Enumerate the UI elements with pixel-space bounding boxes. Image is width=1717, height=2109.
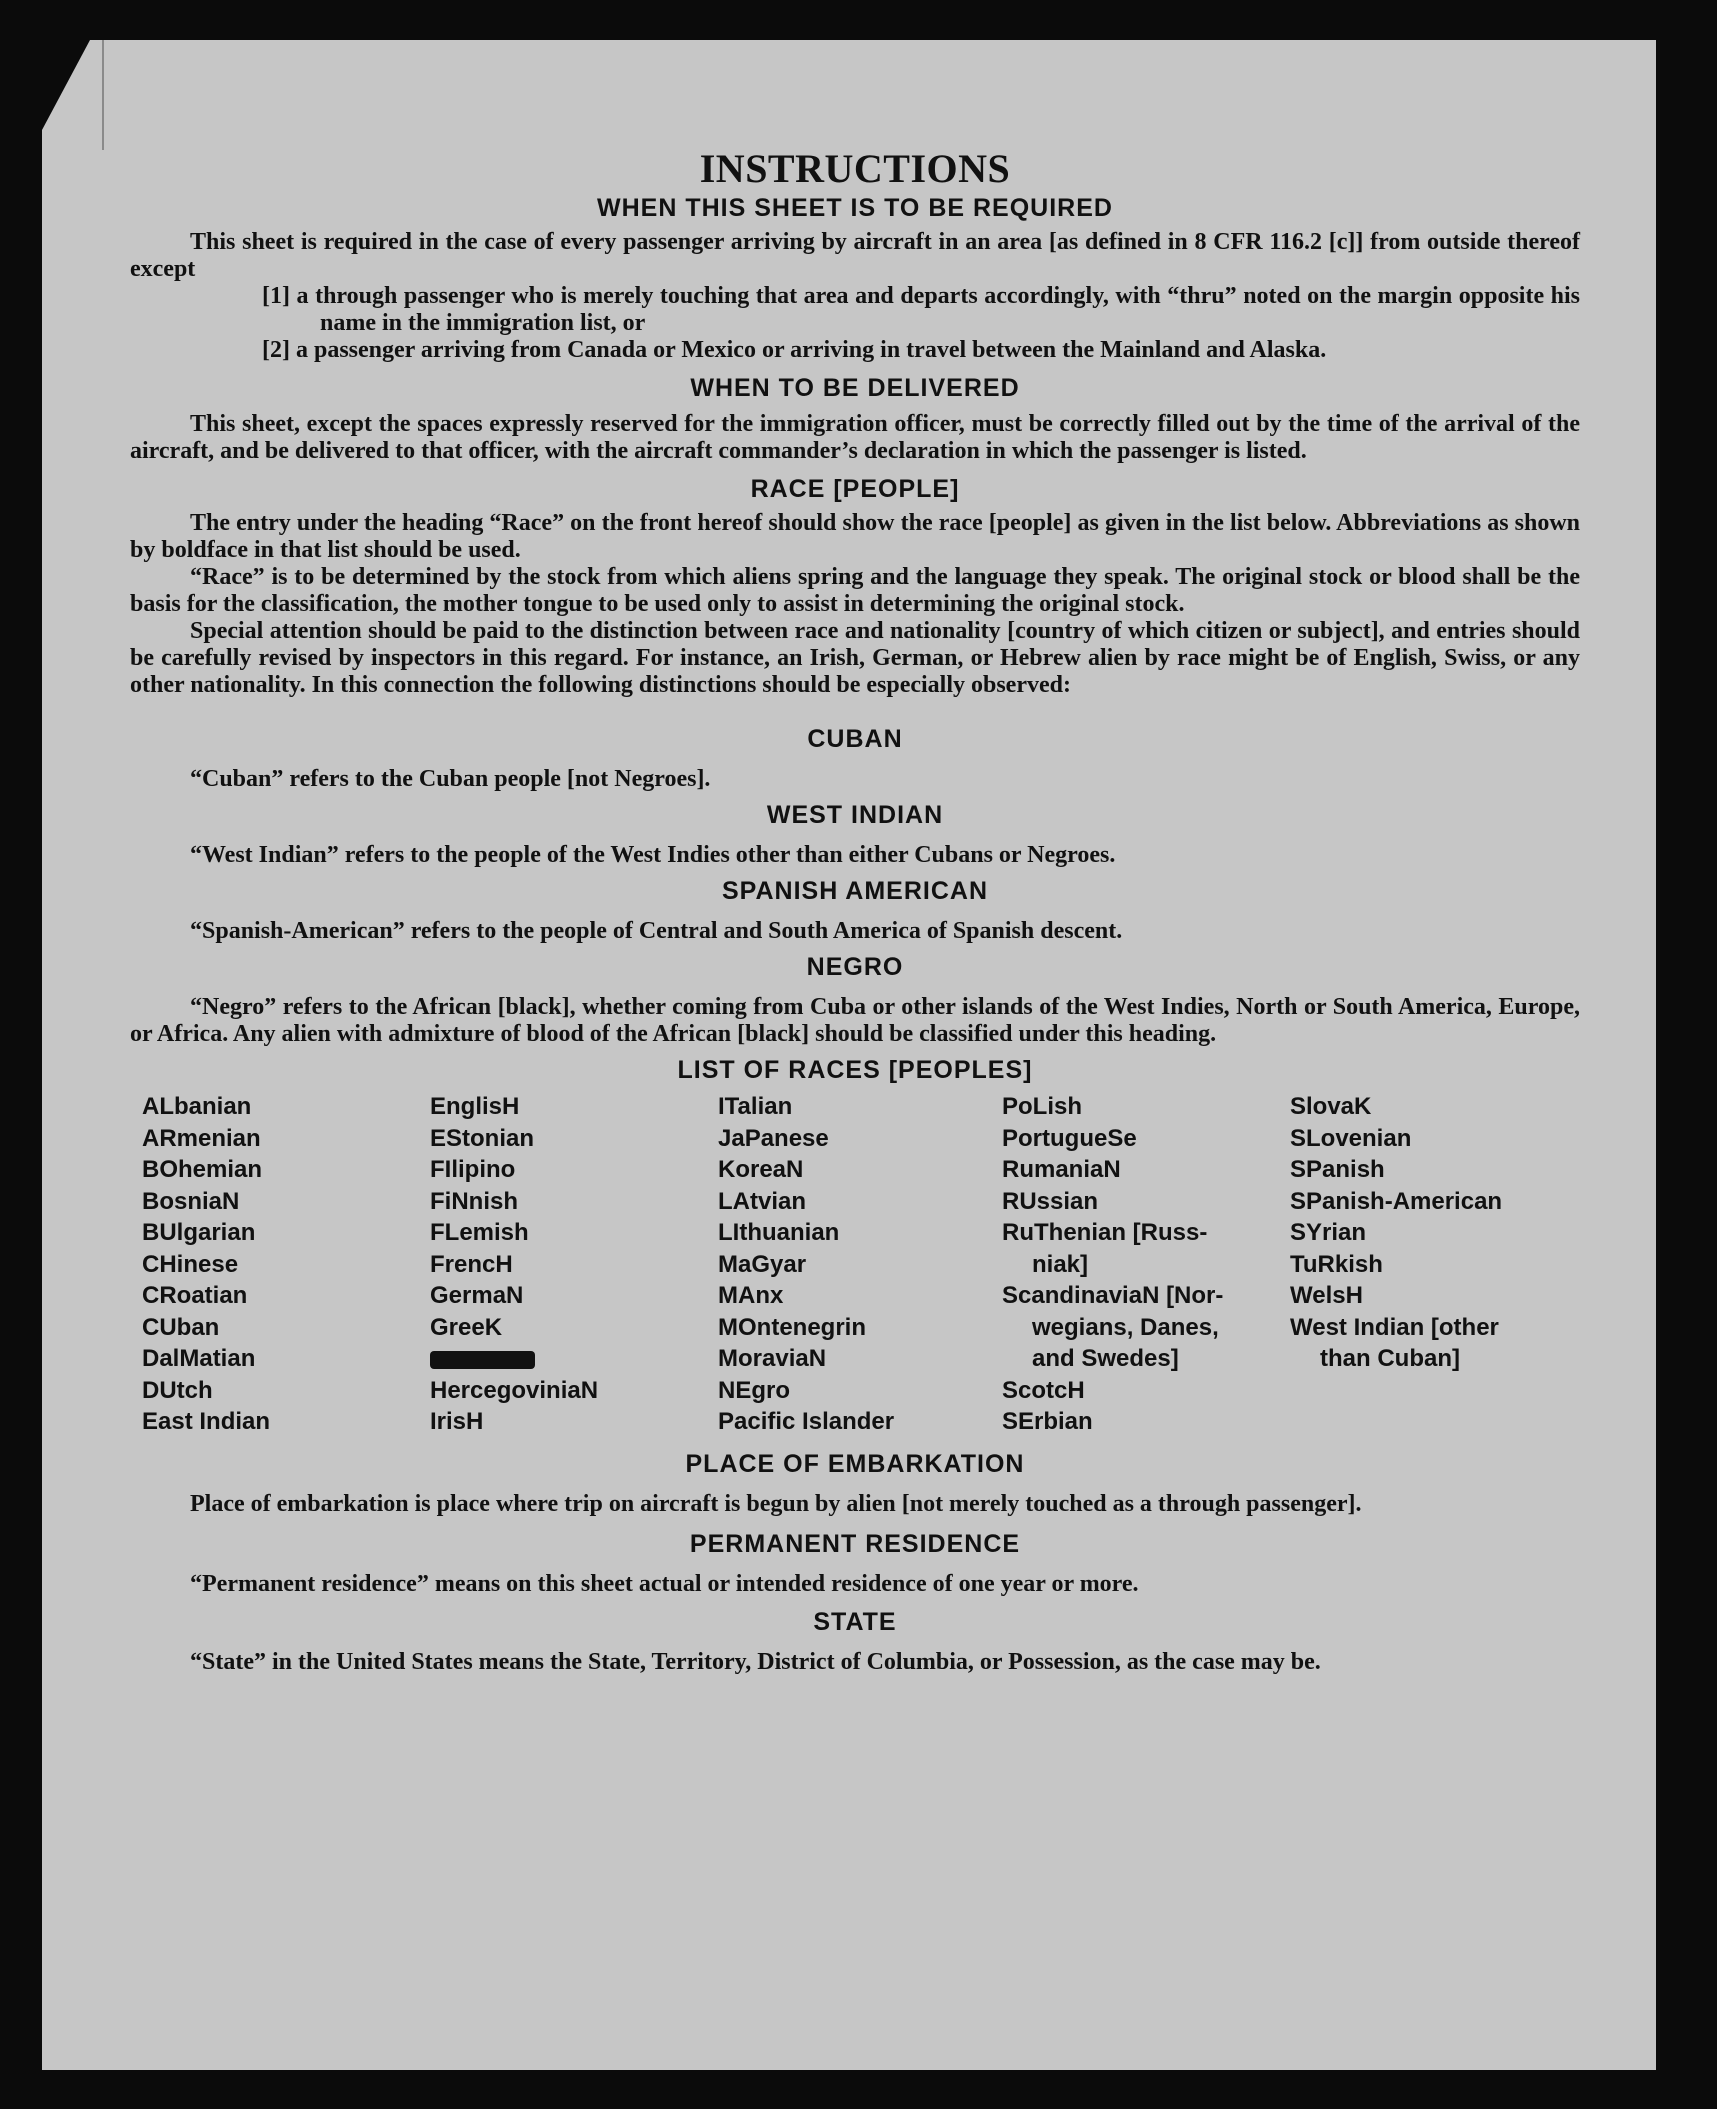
race-item: SYrian	[1290, 1219, 1367, 1246]
race-item: BUlgarian	[142, 1219, 256, 1246]
section-heading-race: RACE [PEOPLE]	[750, 475, 960, 503]
race-item: FrencH	[430, 1250, 513, 1278]
race-item: SPanish	[1290, 1156, 1385, 1183]
race-item: HercegoviniaN	[430, 1376, 599, 1404]
race-item: Pacific Islander	[718, 1408, 895, 1435]
race-item: East Indian	[142, 1408, 271, 1435]
race-item: FLemish	[430, 1219, 529, 1246]
section-heading-embarkation: PLACE OF EMBARKATION	[685, 1449, 1025, 1478]
race-item: GermaN	[430, 1282, 524, 1309]
race-item: FiNnish	[430, 1187, 518, 1215]
section-heading-negro: NEGRO	[806, 953, 904, 981]
instructions-content	[130, 145, 1580, 1676]
race-item: RUssian	[1002, 1187, 1099, 1215]
race-item: IrisH	[430, 1408, 484, 1435]
residence-text: “Permanent residence” means on this sheet actual or intended residence of one year or more.	[190, 1570, 1139, 1597]
race-paragraph-1: The entry under the heading “Race” on the front hereof should show the race [people] as given in the list below. Abbreviations as shown by boldface in that list should be used.	[130, 510, 1580, 563]
race-item: SlovaK	[1290, 1093, 1372, 1120]
section-heading-west-indian: WEST INDIAN	[766, 801, 944, 829]
section-heading-residence: PERMANENT RESIDENCE	[689, 1529, 1021, 1558]
section-heading-delivered: WHEN TO BE DELIVERED	[690, 374, 1020, 402]
race-item: TuRkish	[1290, 1250, 1383, 1278]
race-item: SErbian	[1002, 1408, 1093, 1435]
redaction-mark	[430, 1351, 535, 1369]
section-heading-spanish-american: SPANISH AMERICAN	[721, 877, 988, 905]
section-heading-required: WHEN THIS SHEET IS TO BE REQUIRED	[597, 194, 1113, 222]
state-text: “State” in the United States means the State, Territory, District of Columbia, or Possession, as the case may be.	[190, 1648, 1321, 1675]
races-list	[142, 1091, 1580, 1438]
races-column-2	[430, 1091, 718, 1438]
race-item: LAtvian	[718, 1187, 807, 1215]
west-indian-text: “West Indian” refers to the people of the West Indies other than either Cubans or Negroes.	[190, 842, 1116, 868]
race-item: KoreaN	[718, 1156, 804, 1183]
race-item: ScotcH	[1002, 1376, 1085, 1404]
required-intro: This sheet is required in the case of every passenger arriving by aircraft in an area [as defined in 8 CFR 116.2 [c]] from outside thereof except	[130, 229, 1580, 282]
folded-corner	[42, 40, 104, 150]
race-item: FIlipino	[430, 1156, 516, 1183]
section-heading-state: STATE	[813, 1607, 897, 1636]
negro-text: “Negro” refers to the African [black], whether coming from Cuba or other islands of the West Indies, North or South America, Europe, or Africa. Any alien with admixture of blood of the African [black] should be classified under this heading.	[130, 994, 1580, 1047]
race-item-continuation: niak]	[1032, 1250, 1089, 1278]
race-item: MAnx	[718, 1282, 784, 1309]
race-item: ARmenian	[142, 1124, 261, 1152]
race-item-continuation: wegians, Danes,	[1032, 1313, 1219, 1341]
race-item: RumaniaN	[1002, 1156, 1121, 1183]
race-item: MOntenegrin	[718, 1313, 866, 1341]
race-item: PortugueSe	[1002, 1124, 1137, 1152]
page-title: INSTRUCTIONS	[699, 146, 1011, 191]
race-item: West Indian [other	[1290, 1313, 1499, 1341]
spanish-american-text: “Spanish-American” refers to the people of Central and South America of Spanish descent.	[190, 918, 1123, 944]
embarkation-text: Place of embarkation is place where trip on aircraft is begun by alien [not merely touched as a through passenger].	[190, 1490, 1362, 1517]
redacted-entry	[430, 1343, 718, 1375]
race-item: EnglisH	[430, 1093, 520, 1120]
race-item: RuThenian [Russ-	[1002, 1219, 1208, 1246]
section-heading-list-of-races: LIST OF RACES [PEOPLES]	[677, 1056, 1033, 1084]
race-item: DalMatian	[142, 1345, 256, 1372]
required-item-2: [2] a passenger arriving from Canada or Mexico or arriving in travel between the Mainland and Alaska.	[262, 337, 1327, 363]
race-item-continuation: and Swedes]	[1032, 1345, 1179, 1372]
race-item: BosniaN	[142, 1187, 240, 1215]
race-item: SLovenian	[1290, 1124, 1412, 1152]
delivered-text: This sheet, except the spaces expressly reserved for the immigration officer, must be correctly filled out by the time of the arrival of the aircraft, and be delivered to that officer, with the aircraft commander’s declaration in which the passenger is listed.	[130, 411, 1580, 464]
race-item: CHinese	[142, 1250, 239, 1278]
race-item: MoraviaN	[718, 1345, 827, 1372]
race-item: LIthuanian	[718, 1219, 840, 1246]
races-column-3	[718, 1091, 1002, 1438]
race-paragraph-3: Special attention should be paid to the distinction between race and nationality [country of which citizen or subject], and entries should be carefully revised by inspectors in this regard. For instance, an Irish, German, or Hebrew alien by race might be of English, Swiss, or any other nationality. In this connection the following distinctions should be especially observed:	[130, 618, 1580, 698]
race-paragraph-2: “Race” is to be determined by the stock from which aliens spring and the language they speak. The original stock or blood shall be the basis for the classification, the mother tongue to be used only to assist in determining the original stock.	[130, 564, 1580, 617]
required-item-1: [1] a through passenger who is merely touching that area and departs accordingly, with “thru” noted on the margin opposite his name in the immigration list, or	[262, 283, 1580, 336]
race-item: EStonian	[430, 1124, 535, 1152]
race-item: SPanish-American	[1290, 1187, 1503, 1215]
races-column-5	[1290, 1091, 1580, 1438]
race-item: ALbanian	[142, 1093, 252, 1120]
section-heading-cuban: CUBAN	[807, 725, 903, 753]
race-item: GreeK	[430, 1313, 503, 1341]
race-item: MaGyar	[718, 1250, 807, 1278]
race-item: ITalian	[718, 1093, 793, 1120]
races-column-1	[142, 1091, 430, 1438]
race-item: CUban	[142, 1313, 220, 1341]
race-item: ScandinaviaN [Nor-	[1002, 1282, 1224, 1309]
race-item: CRoatian	[142, 1282, 248, 1309]
race-item: PoLish	[1002, 1093, 1083, 1120]
race-item: DUtch	[142, 1376, 213, 1404]
race-item: BOhemian	[142, 1156, 263, 1183]
race-item: WelsH	[1290, 1282, 1363, 1309]
cuban-text: “Cuban” refers to the Cuban people [not Negroes].	[190, 766, 711, 792]
race-item-continuation: than Cuban]	[1320, 1345, 1460, 1372]
races-column-4	[1002, 1091, 1290, 1438]
race-item: JaPanese	[718, 1124, 829, 1152]
race-item: NEgro	[718, 1376, 790, 1404]
